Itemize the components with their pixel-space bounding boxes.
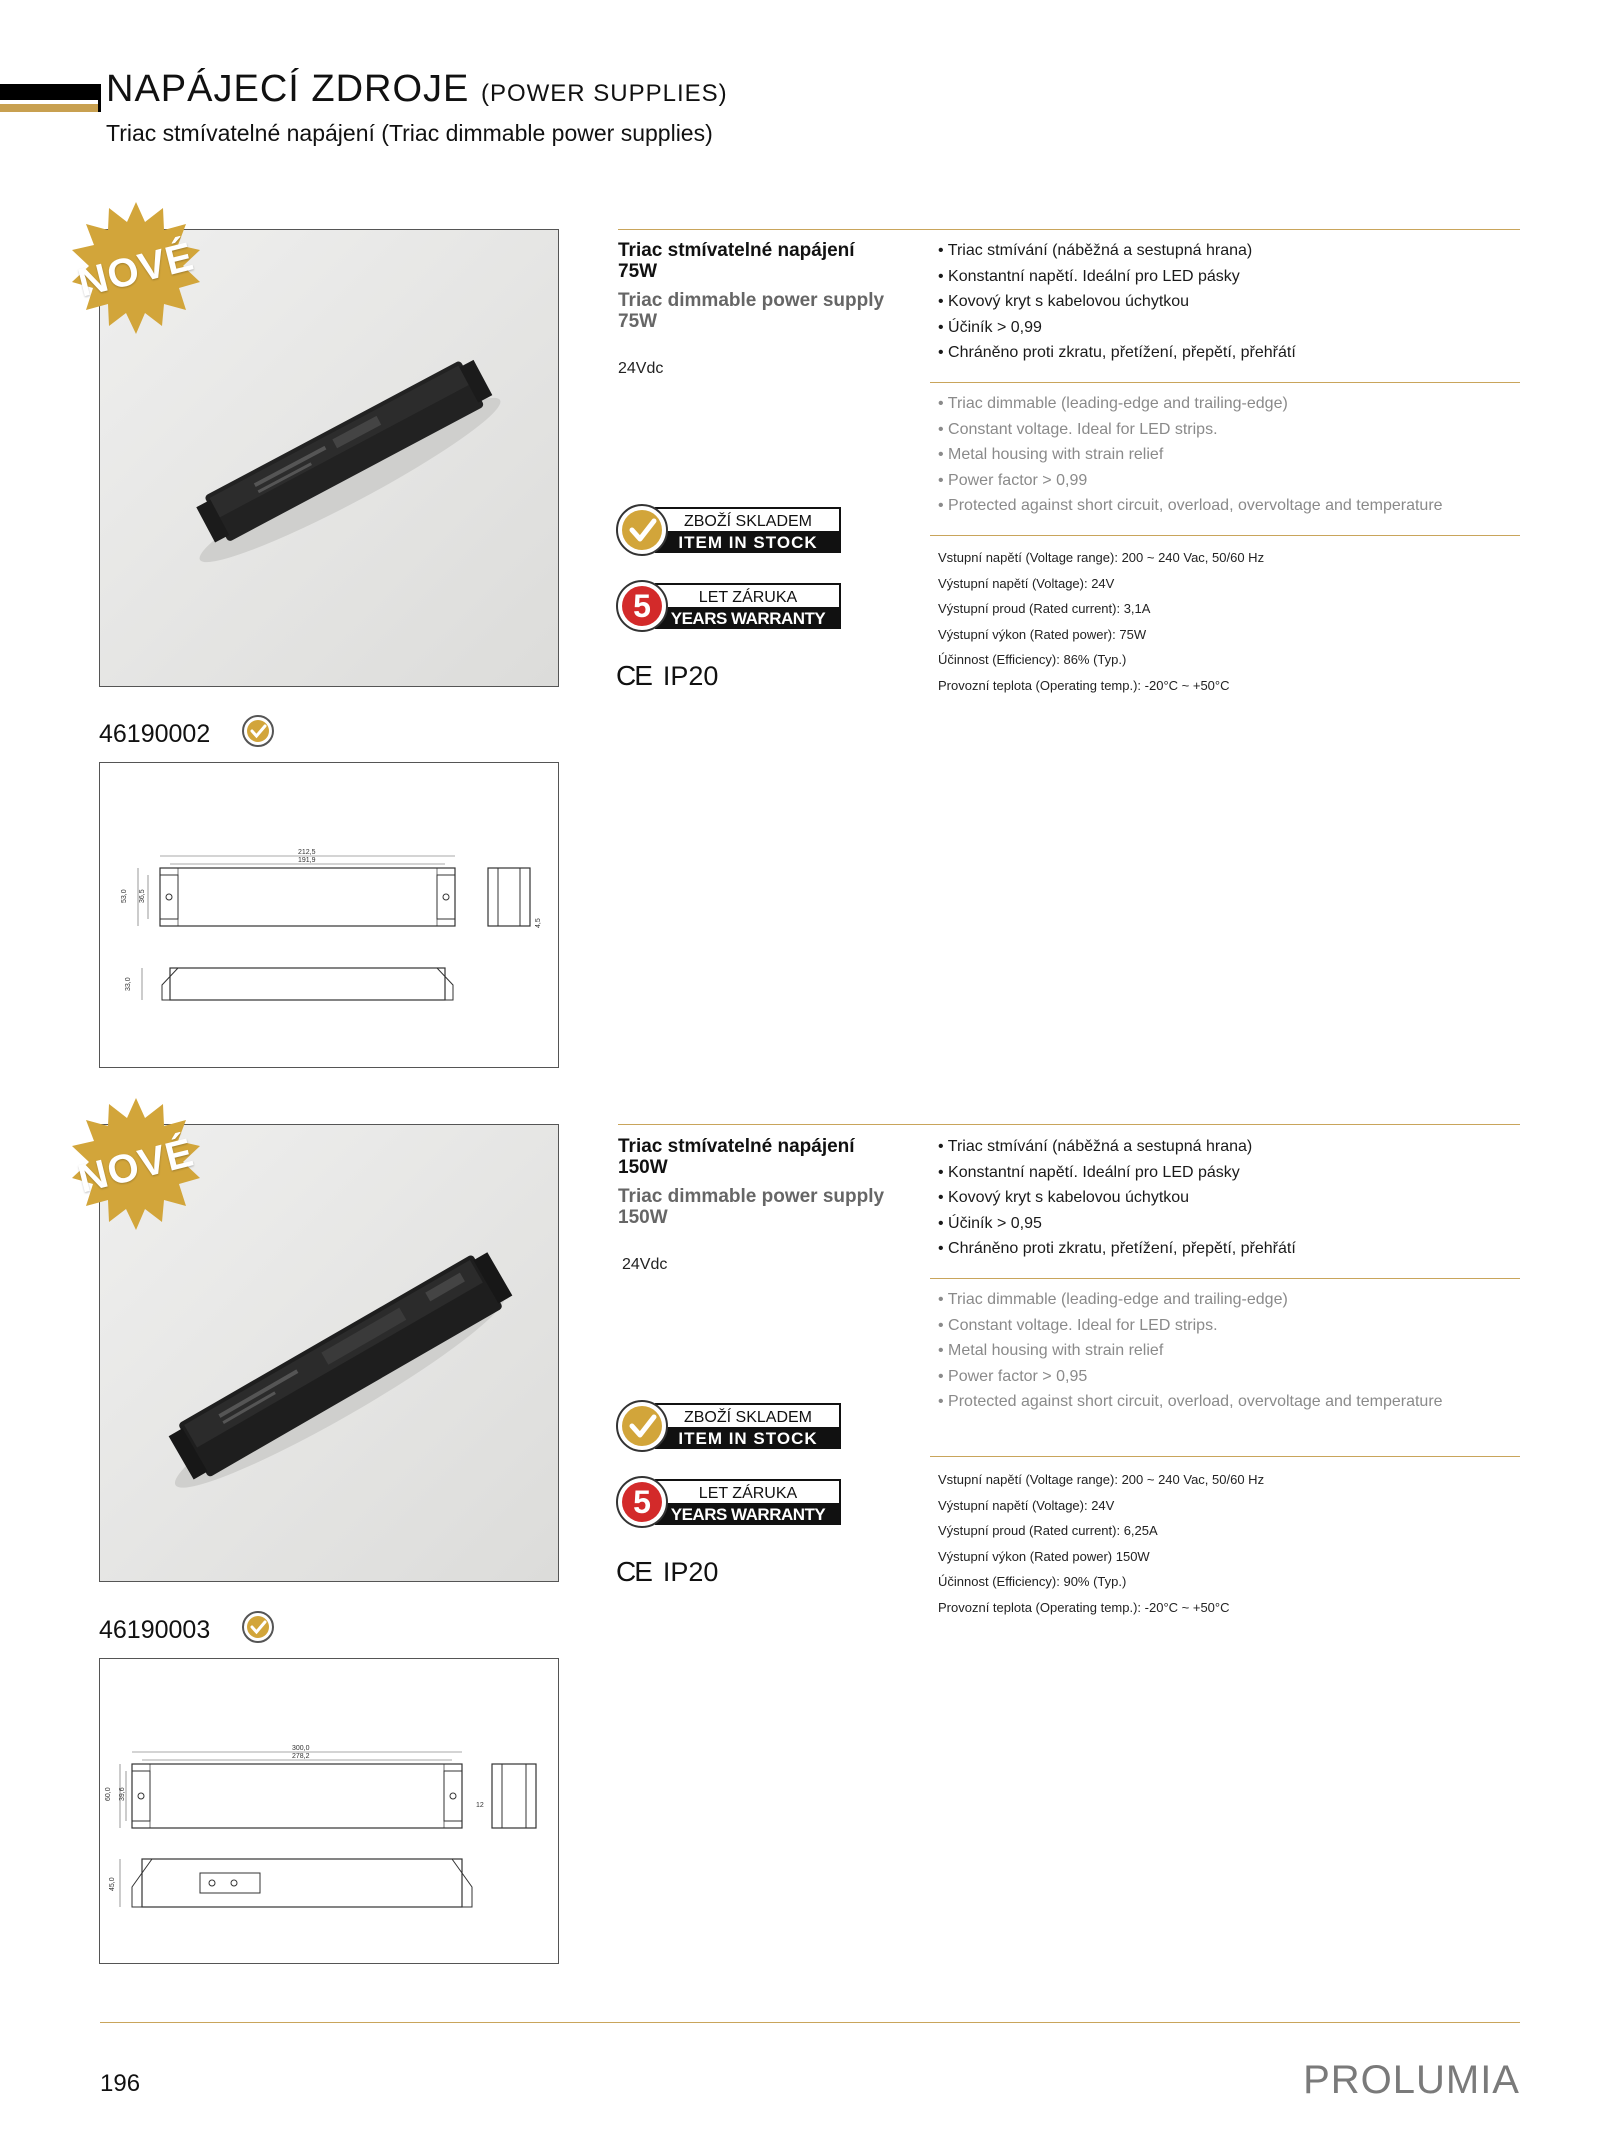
section-rule [930,1278,1520,1279]
dim-total-label: 212,5 [298,849,316,856]
spec-item: Vstupní napětí (Voltage range): 200 ~ 240 Vac, 50/60 Hz [938,550,1265,565]
feature-en: • Triac dimmable (leading-edge and trailing-edge) [938,1287,1443,1313]
new-badge [66,1096,206,1236]
stock-badge-graphic [616,504,842,556]
brand-logo: PROLUMIA [1303,2058,1520,2102]
product-power-cz: 150W [618,1157,668,1178]
dimension-drawing [100,763,558,1067]
ip-rating: IP20 [662,661,719,691]
features-cz-list [938,1134,1296,1262]
product-power-en: 75W [618,311,658,332]
feature-cz: • Účiník > 0,99 [938,315,1296,341]
product-name-cz-text: Triac stmívatelné napájení [618,1136,855,1157]
dim-width1-label: 53,0 [121,889,128,903]
product-name-en-text: Triac dimmable power supply [618,290,885,311]
page-title-main: NAPÁJECÍ ZDROJE [106,68,470,110]
warranty-label-cz: LET ZÁRUKA [698,1485,798,1502]
spec-item: Účinnost (Efficiency): 90% (Typ.) [938,1574,1127,1589]
ce-mark-icon: CE [616,660,651,691]
technical-drawing [99,762,559,1068]
product-name-en [618,1186,908,1228]
specs-list [938,1467,1264,1620]
feature-en: • Triac dimmable (leading-edge and trailing-edge) [938,391,1443,417]
dim-height-label: 33,0 [125,977,132,991]
stock-badge [616,504,842,556]
feature-cz: • Kovový kryt s kabelovou úchytkou [938,1185,1296,1211]
stock-badge-graphic [616,1400,842,1452]
section-rule [930,535,1520,536]
stock-label-en: ITEM IN STOCK [678,1429,818,1448]
dim-inner-label: 191,9 [298,857,316,864]
product-voltage: 24Vdc [618,360,664,377]
warranty-label-en: YEARS WARRANTY [670,1505,826,1524]
feature-cz: • Účiník > 0,95 [938,1211,1296,1237]
dim-width2-label: 39,6 [119,1787,126,1801]
new-badge-label: NOVÉ [73,234,199,306]
feature-en: • Power factor > 0,95 [938,1364,1443,1390]
header-divider [98,84,101,112]
spec-item: Výstupní napětí (Voltage): 24V [938,575,1115,591]
page-title-suffix: (POWER SUPPLIES) [480,80,728,107]
dim-total-label: 300,0 [292,1745,310,1752]
specs-list [938,545,1264,698]
section-rule [618,229,1520,230]
ip-rating: IP20 [662,1557,719,1587]
feature-en: • Power factor > 0,99 [938,468,1443,494]
feature-en: • Metal housing with strain relief [938,1338,1443,1364]
page-subtitle: Triac stmívatelné napájení (Triac dimmable power supplies) [106,120,713,146]
product-name-cz [618,240,908,282]
feature-cz: • Kovový kryt s kabelovou úchytkou [938,289,1296,315]
stock-check-icon [241,1610,275,1644]
warranty-badge-graphic [616,580,842,632]
spec-item: Výstupní proud (Rated current): 3,1A [938,601,1151,616]
feature-cz: • Triac stmívání (náběžná a sestupná hrana) [938,238,1296,264]
feature-en: • Metal housing with strain relief [938,442,1443,468]
feature-cz: • Konstantní napětí. Ideální pro LED pásky [938,1160,1296,1186]
spec-item: Vstupní napětí (Voltage range): 200 ~ 240 Vac, 50/60 Hz [938,1472,1265,1487]
spec-item: Výstupní výkon (Rated power): 75W [938,626,1147,642]
footer-rule [100,2022,1520,2023]
dimension-drawing [100,1659,558,1963]
certification [616,660,718,692]
stock-label-cz: ZBOŽÍ SKLADEM [683,1409,813,1426]
new-badge [66,200,206,340]
product-name-cz-text: Triac stmívatelné napájení [618,240,855,261]
ce-mark-icon: CE [616,1556,651,1587]
dim-width2-label: 36,5 [139,889,146,903]
features-cz-list [938,238,1296,366]
dim-side-label: 4,5 [535,918,542,928]
warranty-badge [616,580,842,632]
features-en-list [938,391,1443,519]
dim-height-label: 45,0 [109,1877,116,1891]
spec-item: Provozní teplota (Operating temp.): -20°C ~ +50°C [938,1599,1230,1615]
stock-label-en: ITEM IN STOCK [678,533,818,552]
section-rule [930,382,1520,383]
page-number: 196 [100,2070,141,2097]
warranty-badge-graphic [616,1476,842,1528]
stock-check-icon [241,714,275,748]
header-gold-bar [0,104,98,112]
certification [616,1556,718,1588]
spec-item: Provozní teplota (Operating temp.): -20°C ~ +50°C [938,677,1230,693]
section-rule [618,1124,1520,1125]
page-title [106,68,728,111]
spec-item: Výstupní napětí (Voltage): 24V [938,1497,1115,1513]
product-name-cz [618,1136,908,1178]
feature-en: • Constant voltage. Ideal for LED strips. [938,417,1443,443]
feature-cz: • Triac stmívání (náběžná a sestupná hrana) [938,1134,1296,1160]
dim-side-label: 12 [476,1802,484,1809]
warranty-number: 5 [633,588,651,624]
feature-cz: • Konstantní napětí. Ideální pro LED pásky [938,264,1296,290]
warranty-number: 5 [633,1484,651,1520]
feature-cz: • Chráněno proti zkratu, přetížení, přepětí, přehřátí [938,1236,1296,1262]
warranty-badge [616,1476,842,1528]
technical-drawing [99,1658,559,1964]
spec-item: Výstupní výkon (Rated power) 150W [938,1548,1150,1564]
feature-cz: • Chráněno proti zkratu, přetížení, přepětí, přehřátí [938,340,1296,366]
dim-inner-label: 278,2 [292,1753,310,1760]
spec-item: Výstupní proud (Rated current): 6,25A [938,1523,1158,1538]
product-code: 46190002 [99,720,211,748]
dim-width1-label: 60,0 [105,1787,112,1801]
features-en-list [938,1287,1443,1415]
product-power-cz: 75W [618,261,658,282]
feature-en: • Protected against short circuit, overload, overvoltage and temperature [938,493,1443,519]
spec-item: Účinnost (Efficiency): 86% (Typ.) [938,652,1127,667]
new-badge-label: NOVÉ [73,1130,199,1202]
section-rule [930,1456,1520,1457]
product-power-en: 150W [618,1207,668,1228]
header-black-bar [0,84,98,100]
product-name-en-text: Triac dimmable power supply [618,1186,885,1207]
feature-en: • Protected against short circuit, overload, overvoltage and temperature [938,1389,1443,1415]
product-voltage: 24Vdc [622,1256,668,1273]
product-name-en [618,290,908,332]
stock-label-cz: ZBOŽÍ SKLADEM [683,513,813,530]
product-code: 46190003 [99,1616,211,1644]
warranty-label-cz: LET ZÁRUKA [698,589,798,606]
stock-badge [616,1400,842,1452]
warranty-label-en: YEARS WARRANTY [670,609,826,628]
feature-en: • Constant voltage. Ideal for LED strips. [938,1313,1443,1339]
